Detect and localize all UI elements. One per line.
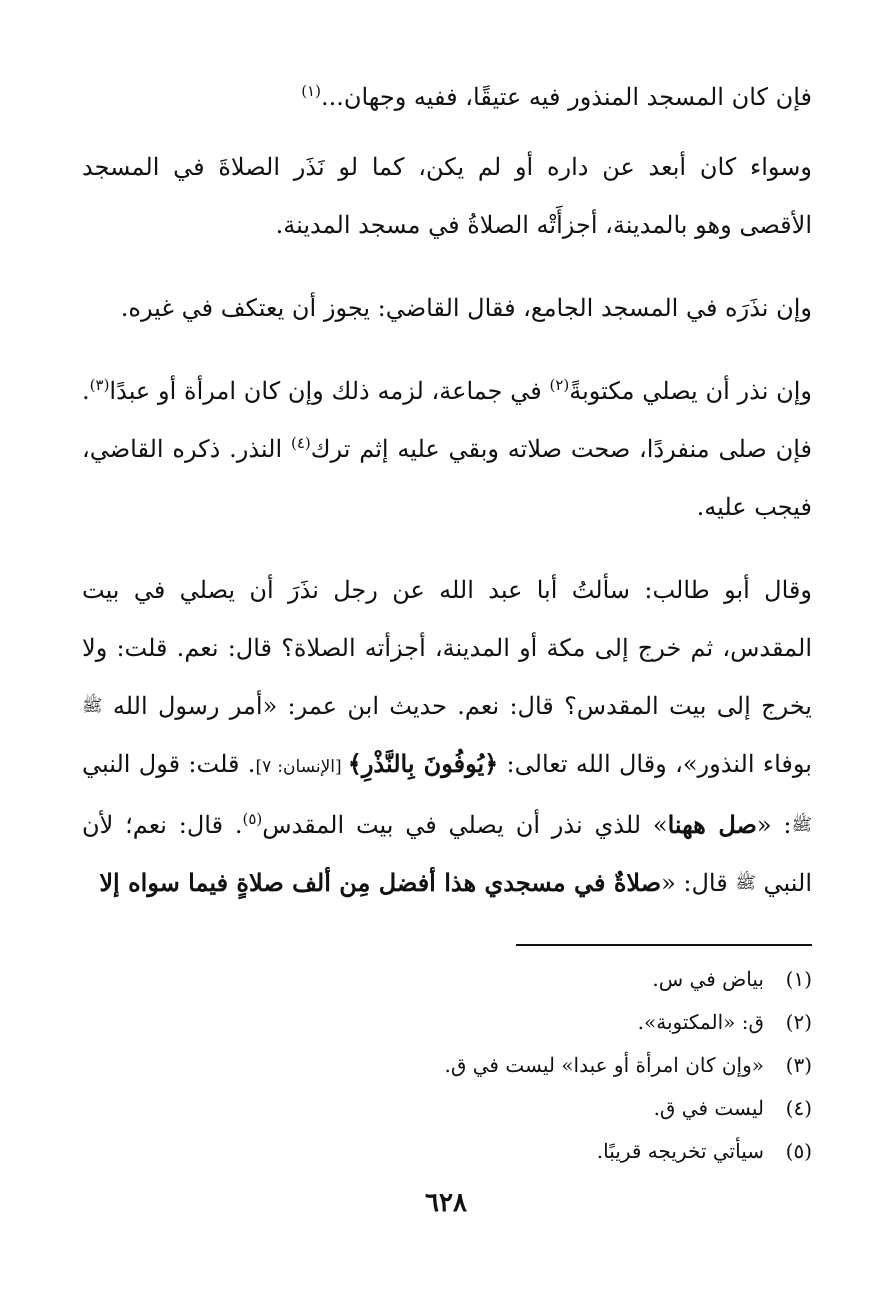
honorific-glyph: ﷺ [735,873,756,893]
paragraph-4-part-b: في جماعة، لزمه ذلك وإن كان امرأة أو عبدًا [109,377,550,405]
footnote-text: ليست في ق. [653,1096,764,1120]
footnote-3 [82,1044,812,1087]
hadith-quote-1: صل ههنا [667,810,757,839]
footnote-text: «وإن كان امرأة أو عبدا» ليست في ق. [444,1053,764,1077]
paragraph-1-text: فإن كان المسجد المنذور فيه عتيقًا، ففيه وجهان... [320,83,812,111]
footnote-number: (٥) [785,1139,812,1163]
paragraph-4 [82,362,812,536]
paragraph-5-part-a: وقال أبو طالب: سألتُ أبا عبد الله عن رجل نذَرَ أن يصلي في بيت المقدس، ثم خرج إلى مكة أو المدينة، أجزأته الصلاة؟ قال: نعم. قلت: ولا يخرج إلى بيت المقدس؟ قال: نعم. حديث ابن عمر: «أمر رسول الله [82,576,812,720]
footnote-number: (٤) [785,1096,812,1120]
footnote-ref-2[interactable]: (٢) [549,376,570,394]
main-text [82,68,812,937]
paragraph-4-part-d: النذر. ذكره القاضي، فيجب عليه. [82,435,812,521]
honorific-glyph: ﷺ [82,696,103,716]
quran-reference: [الإنسان: ٧] [255,757,348,777]
footnotes-list [82,958,812,1173]
page-number: ٦٢٨ [425,1188,467,1218]
hadith-quote-2: صلاةٌ في مسجدي هذا أفضل مِن ألف صلاةٍ فيما سواه إلا [99,868,662,897]
paragraph-3: وإن نذَرَه في المسجد الجامع، فقال القاضي: يجوز أن يعتكف في غيره. [120,294,812,322]
paragraph-4-part-a: وإن نذر أن يصلي مكتوبةً [569,377,813,405]
paragraph-5-part-f: . قال: نعم؛ لأن النبي [82,811,812,897]
paragraph-5-part-d: : « [756,811,792,839]
footnote-ref-5[interactable]: (٥) [242,810,263,828]
paragraph-5 [82,561,812,912]
honorific-glyph: ﷺ [791,815,813,835]
paragraph-5-part-b: بوفاء النذور»، وقال الله تعالى: [498,750,812,778]
footnote-1 [82,958,812,1001]
footnote-2 [82,1001,812,1044]
paragraph-1 [82,68,812,126]
footnote-5 [82,1130,812,1173]
paragraph-5-part-e: » للذي نذر أن يصلي في بيت المقدس [262,811,668,839]
footnote-separator [516,944,812,946]
footnote-ref-1[interactable]: (١) [301,82,321,100]
footnote-text: ق: «المكتوبة». [637,1010,764,1034]
footnote-number: (٣) [785,1053,812,1077]
quran-verse: ﴿يُوفُونَ بِالنَّذْرِ﴾ [347,749,499,778]
footnote-number: (١) [785,967,812,991]
footnote-text: سيأتي تخريجه قريبًا. [596,1139,764,1163]
paragraph-2: وسواء كان أبعد عن داره أو لم يكن، كما لو نَذَر الصلاةَ في المسجد الأقصى وهو بالمدينة، أجزأَتْه الصلاةُ في مسجد المدينة. [82,153,812,239]
footnote-number: (٢) [785,1010,812,1034]
paragraph-5-part-c: . قلت: قول النبي [82,750,256,778]
paragraph-5-part-g: قال: « [661,869,736,897]
paragraph-4-part-c: . فإن صلى منفردًا، صحت صلاته وبقي عليه إثم ترك [82,377,812,463]
footnote-text: بياض في س. [652,967,764,991]
footnote-4 [82,1087,812,1130]
footnote-ref-4[interactable]: (٤) [290,434,311,452]
footnote-ref-3[interactable]: (٣) [89,376,110,394]
